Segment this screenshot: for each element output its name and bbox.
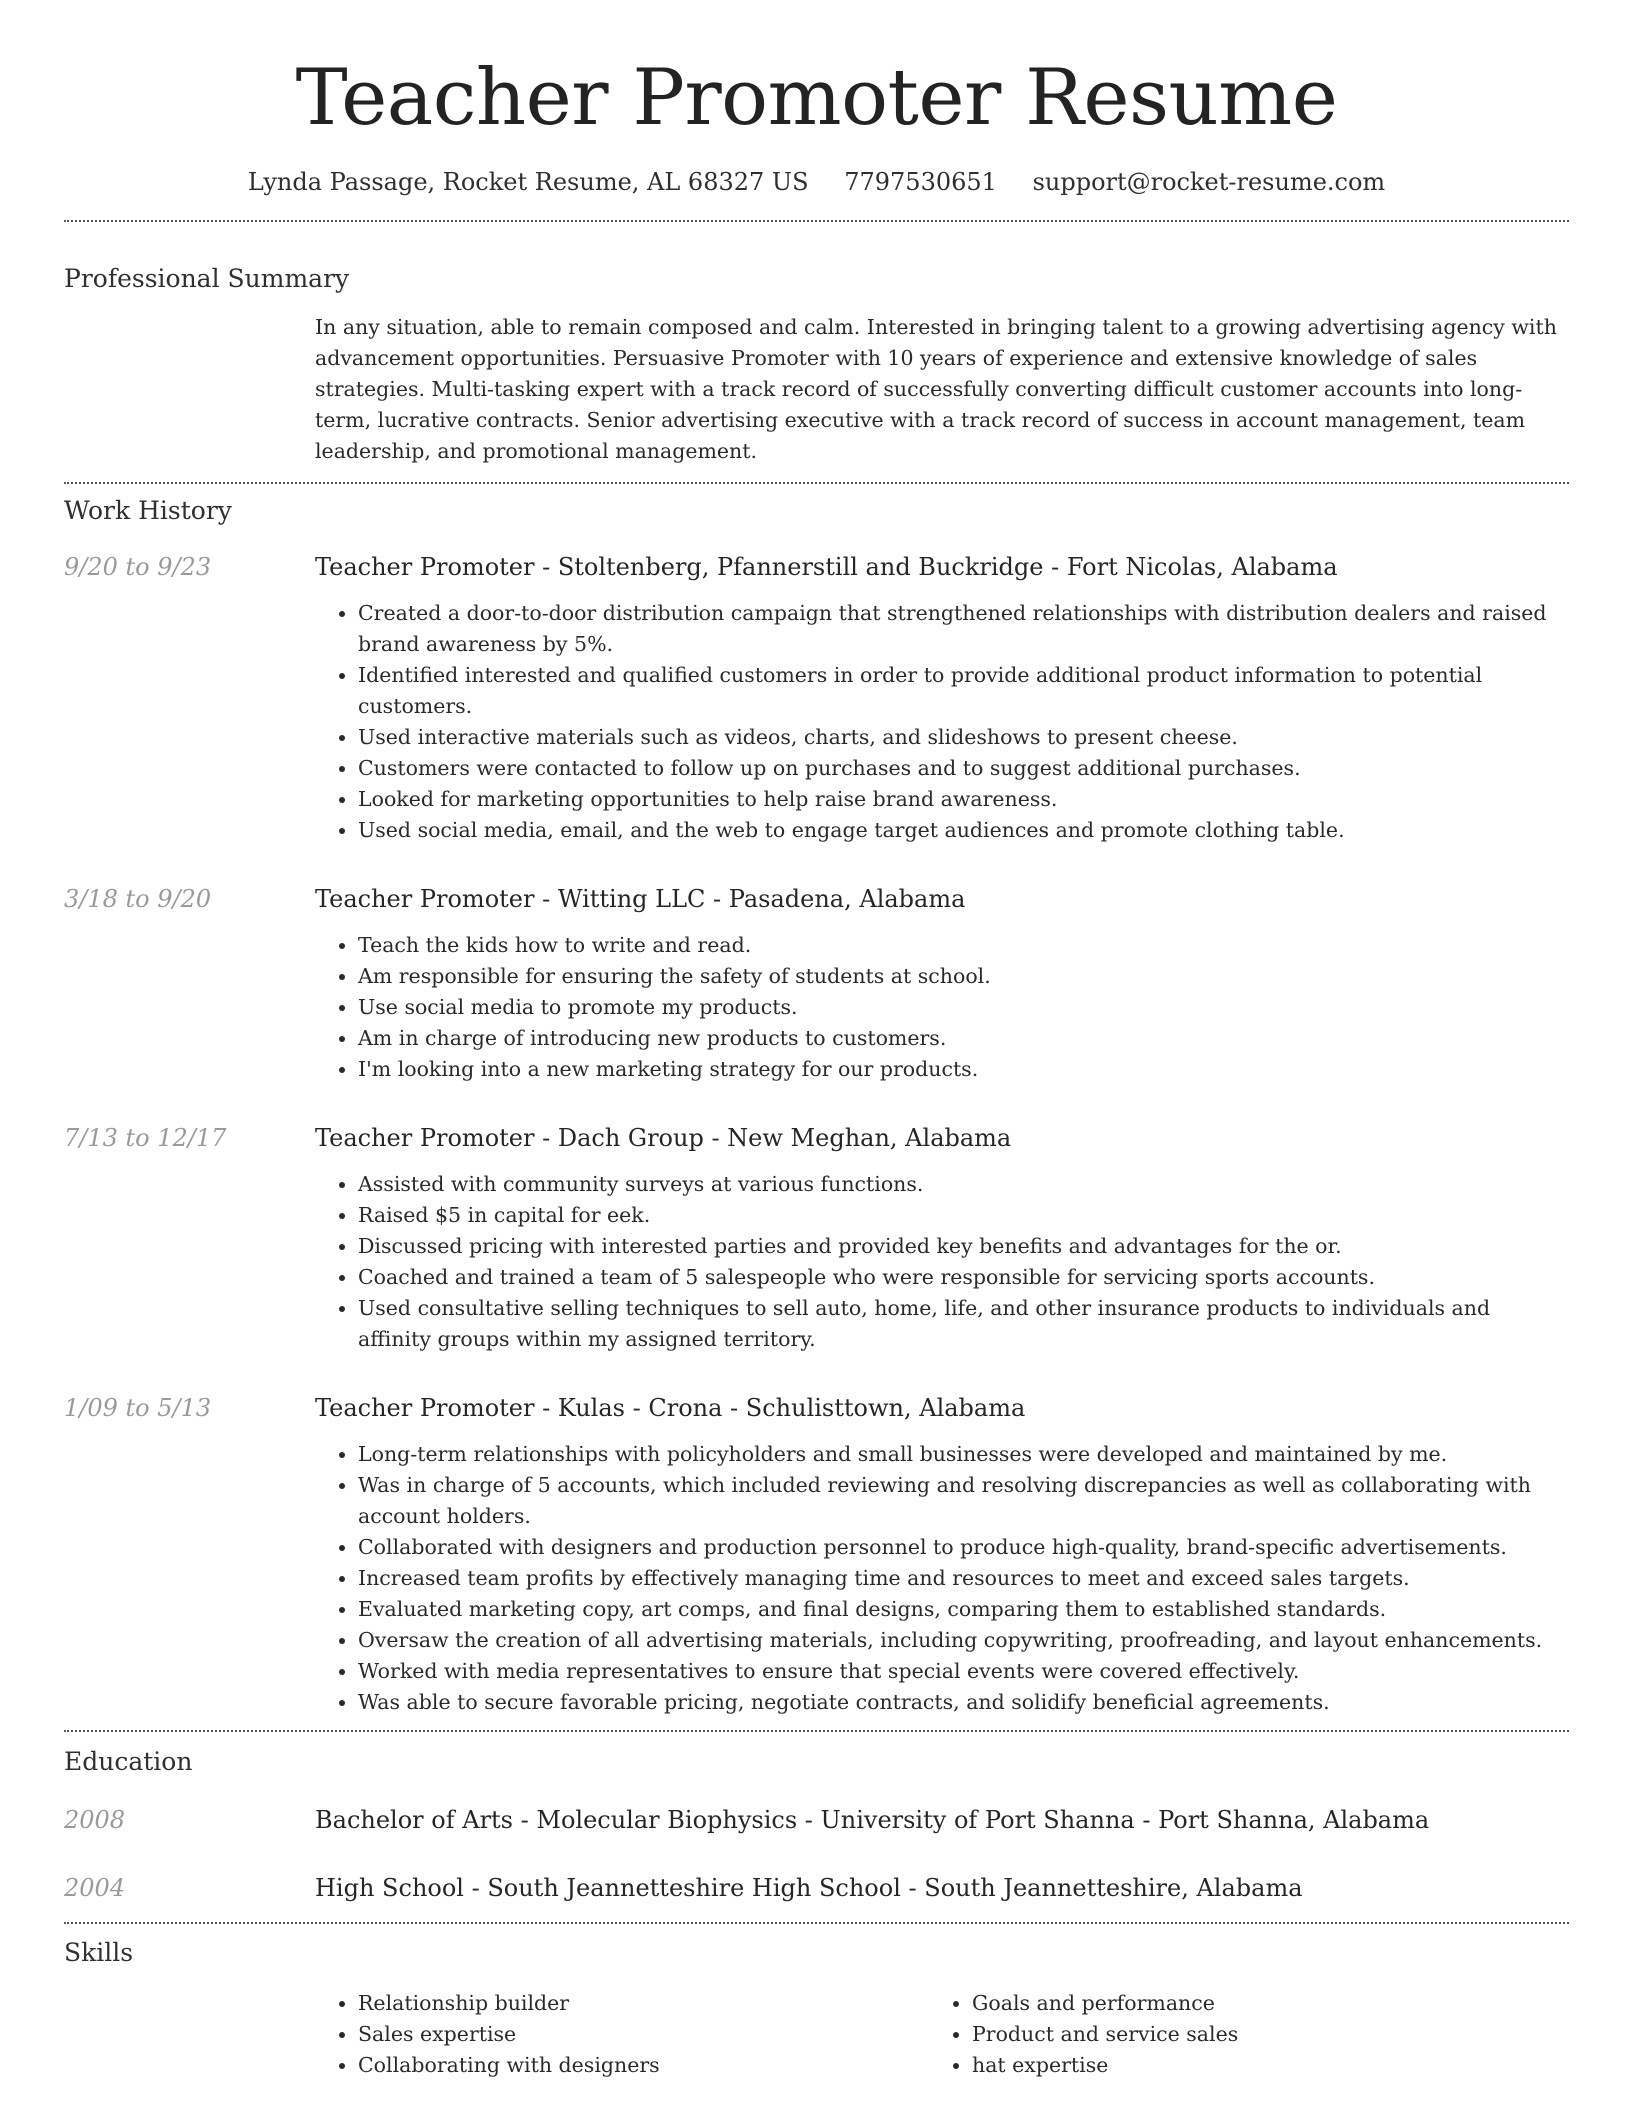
job-bullet: • Was able to secure favorable pricing, negotiate contracts, and solidify beneficial agreements. [358, 1687, 1569, 1718]
education-year: 2004 [64, 1874, 126, 1902]
skills-column-left [315, 1988, 929, 2081]
job-bullet: • Use social media to promote my products. [358, 992, 1569, 1023]
job-bullet: • Evaluated marketing copy, art comps, and final designs, comparing them to established standards. [358, 1594, 1569, 1625]
skill-item: • Collaborating with designers [358, 2050, 929, 2081]
education-entry [64, 1803, 1569, 1837]
job-bullet: • Oversaw the creation of all advertising materials, including copywriting, proofreading, and layout enhancements. [358, 1625, 1569, 1656]
job-bullets [358, 1439, 1569, 1718]
job-title: Teacher Promoter - Kulas - Crona - Schulisttown, Alabama [315, 1394, 1026, 1422]
education-title [315, 1871, 1569, 1905]
work-history-heading: Work History [64, 496, 232, 525]
job-bullet: • Assisted with community surveys at various functions. [358, 1169, 1569, 1200]
summary-text: In any situation, able to remain composed and calm. Interested in bringing talent to a growing advertising agency with advancement opportunities. Persuasive Promoter with 10 years of experience and extensive knowledge of sales strategies. Multi-tasking expert with a track record of successfully converting difficult customer accounts into long-term, lucrative contracts. Senior advertising executive with a track record of success in account management, team leadership, and promotional management. [315, 315, 1557, 463]
job-entry [64, 1391, 1569, 1718]
divider [64, 1922, 1569, 1924]
job-title: Teacher Promoter - Dach Group - New Meghan, Alabama [315, 1124, 1012, 1152]
job-bullet: • Was in charge of 5 accounts, which included reviewing and resolving discrepancies as well as collaborating with account holders. [358, 1470, 1569, 1532]
job-bullet: • Used consultative selling techniques to sell auto, home, life, and other insurance products to individuals and affinity groups within my assigned territory. [358, 1293, 1569, 1355]
job-bullet: • Worked with media representatives to ensure that special events were covered effectively. [358, 1656, 1569, 1687]
education-institution: - University of Port Shanna - Port Shanna, Alabama [797, 1806, 1430, 1834]
skill-item: • Product and service sales [972, 2019, 1543, 2050]
skills-list [315, 1988, 1569, 2081]
education-heading: Education [64, 1747, 193, 1776]
job-entry [64, 550, 1569, 846]
job-title: Teacher Promoter - Stoltenberg, Pfannerstill and Buckridge - Fort Nicolas, Alabama [315, 553, 1338, 581]
job-bullet: • Am in charge of introducing new products to customers. [358, 1023, 1569, 1054]
skill-item: • Relationship builder [358, 1988, 929, 2019]
job-title: Teacher Promoter - Witting LLC - Pasadena, Alabama [315, 885, 966, 913]
job-bullet: • Looked for marketing opportunities to help raise brand awareness. [358, 784, 1569, 815]
education-degree: High School [315, 1874, 464, 1902]
skills-column-right [929, 1988, 1543, 2081]
skill-item: • Sales expertise [358, 2019, 929, 2050]
job-bullet: • Coached and trained a team of 5 salespeople who were responsible for servicing sports accounts. [358, 1262, 1569, 1293]
skills-heading: Skills [64, 1938, 134, 1967]
job-bullet: • Long-term relationships with policyholders and small businesses were developed and maintained by me. [358, 1439, 1569, 1470]
job-bullets [358, 930, 1569, 1085]
job-bullets [358, 1169, 1569, 1355]
job-dates: 3/18 to 9/20 [64, 885, 212, 913]
job-bullet: • I'm looking into a new marketing strategy for our products. [358, 1054, 1569, 1085]
job-entry [64, 882, 1569, 1085]
job-bullet: • Created a door-to-door distribution campaign that strengthened relationships with distribution dealers and raised brand awareness by 5%. [358, 598, 1569, 660]
job-dates: 9/20 to 9/23 [64, 553, 212, 581]
resume-page [64, 0, 1569, 2081]
job-bullet: • Identified interested and qualified customers in order to provide additional product information to potential customers. [358, 660, 1569, 722]
job-bullets [358, 598, 1569, 846]
education-entry [64, 1871, 1569, 1905]
divider [64, 482, 1569, 484]
job-bullet: • Raised $5 in capital for eek. [358, 1200, 1569, 1231]
job-bullet: • Discussed pricing with interested parties and provided key benefits and advantages for the or. [358, 1231, 1569, 1262]
job-dates: 1/09 to 5/13 [64, 1394, 212, 1422]
summary-heading: Professional Summary [64, 264, 350, 293]
contact-address: Lynda Passage, Rocket Resume, AL 68327 US [247, 168, 809, 196]
job-bullet: • Collaborated with designers and production personnel to produce high-quality, brand-specific advertisements. [358, 1532, 1569, 1563]
education-degree: Bachelor of Arts - Molecular Biophysics [315, 1806, 798, 1834]
contact-phone: 7797530651 [844, 168, 997, 196]
divider [64, 220, 1569, 222]
divider [64, 1730, 1569, 1732]
contact-line [64, 164, 1569, 200]
job-bullet: • Used social media, email, and the web to engage target audiences and promote clothing table. [358, 815, 1569, 846]
job-bullet: • Am responsible for ensuring the safety of students at school. [358, 961, 1569, 992]
contact-email: support@rocket-resume.com [1032, 168, 1386, 196]
education-title [315, 1803, 1569, 1837]
job-bullet: • Teach the kids how to write and read. [358, 930, 1569, 961]
job-dates: 7/13 to 12/17 [64, 1124, 227, 1152]
job-bullet: • Increased team profits by effectively managing time and resources to meet and exceed sales targets. [358, 1563, 1569, 1594]
education-institution: - South Jeannetteshire High School - South Jeannetteshire, Alabama [463, 1874, 1303, 1902]
resume-title: Teacher Promoter Resume [295, 53, 1338, 143]
job-bullet: • Customers were contacted to follow up on purchases and to suggest additional purchases. [358, 753, 1569, 784]
job-bullet: • Used interactive materials such as videos, charts, and slideshows to present cheese. [358, 722, 1569, 753]
skill-item: • Goals and performance [972, 1988, 1543, 2019]
job-entry [64, 1121, 1569, 1355]
skill-item: • hat expertise [972, 2050, 1543, 2081]
education-year: 2008 [64, 1806, 126, 1834]
